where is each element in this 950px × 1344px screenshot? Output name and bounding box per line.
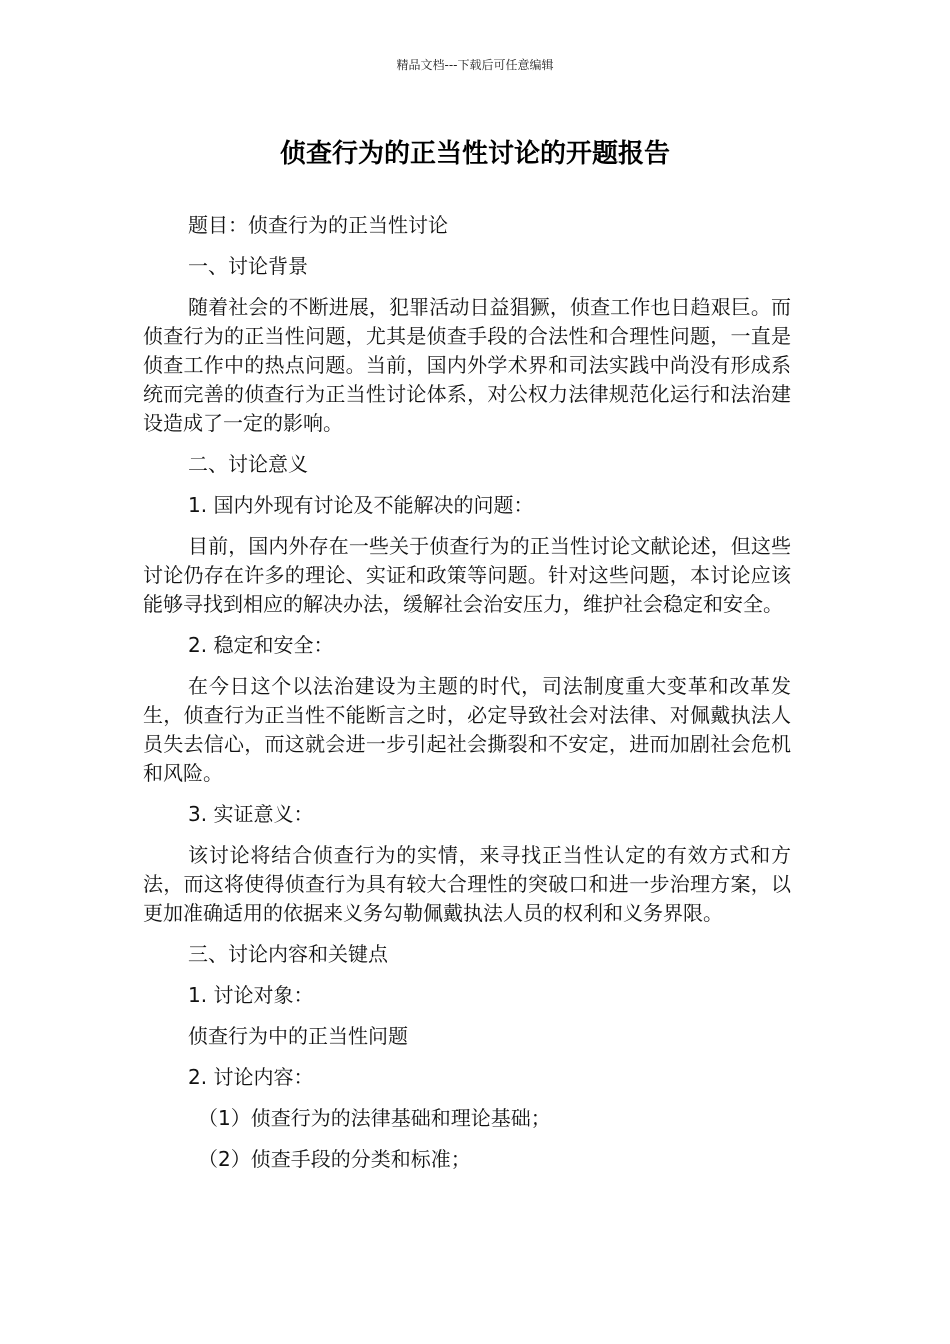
empirical-paragraph: 该讨论将结合侦查行为的实情，来寻找正当性认定的有效方式和方法，而这将使得侦查行为具有较大合理性的突破口和进一步治理方案，以更加准确适用的依据来义务勾勒佩戴执法人员的权利和义务界限。: [143, 843, 791, 925]
section-heading-significance: 二、讨论意义: [188, 452, 308, 476]
section-heading-content: 三、讨论内容和关键点: [188, 942, 388, 966]
document-body: [143, 211, 791, 1186]
subheading-stability: 2. 稳定和安全：: [188, 633, 334, 657]
background-paragraph: 随着社会的不断进展，犯罪活动日益猖獗，侦查工作也日趋艰巨。而侦查行为的正当性问题，尤其是侦查手段的合法性和合理性问题，一直是侦查工作中的热点问题。当前，国内外学术界和司法实践中尚没有形成系统而完善的侦查行为正当性讨论体系，对公权力法律规范化运行和法治建设造成了一定的影响。: [143, 295, 791, 435]
content-item-1: （1）侦查行为的法律基础和理论基础；: [198, 1106, 551, 1130]
subheading-object: 1. 讨论对象：: [188, 983, 314, 1007]
stability-paragraph: 在今日这个以法治建设为主题的时代，司法制度重大变革和改革发生，侦查行为正当性不能断言之时，必定导致社会对法律、对佩戴执法人员失去信心，而这就会进一步引起社会撕裂和不安定，进而加剧社会危机和风险。: [143, 674, 791, 785]
subheading-existing-research: 1. 国内外现有讨论及不能解决的问题：: [188, 493, 534, 517]
topic-line: 题目：侦查行为的正当性讨论: [188, 213, 448, 237]
document-title: 侦查行为的正当性讨论的开题报告: [279, 139, 670, 169]
existing-research-paragraph: 目前，国内外存在一些关于侦查行为的正当性讨论文献论述，但这些讨论仍存在许多的理论、实证和政策等问题。针对这些问题，本讨论应该能够寻找到相应的解决办法，缓解社会治安压力，维护社会稳定和安全。: [143, 534, 791, 616]
subheading-empirical: 3. 实证意义：: [188, 802, 314, 826]
subheading-content: 2. 讨论内容：: [188, 1065, 314, 1089]
header-note: 精品文档---下载后可任意编辑: [396, 58, 554, 72]
content-item-2: （2）侦查手段的分类和标准；: [198, 1147, 471, 1171]
object-paragraph: 侦查行为中的正当性问题: [188, 1024, 408, 1048]
section-heading-background: 一、讨论背景: [188, 254, 308, 278]
